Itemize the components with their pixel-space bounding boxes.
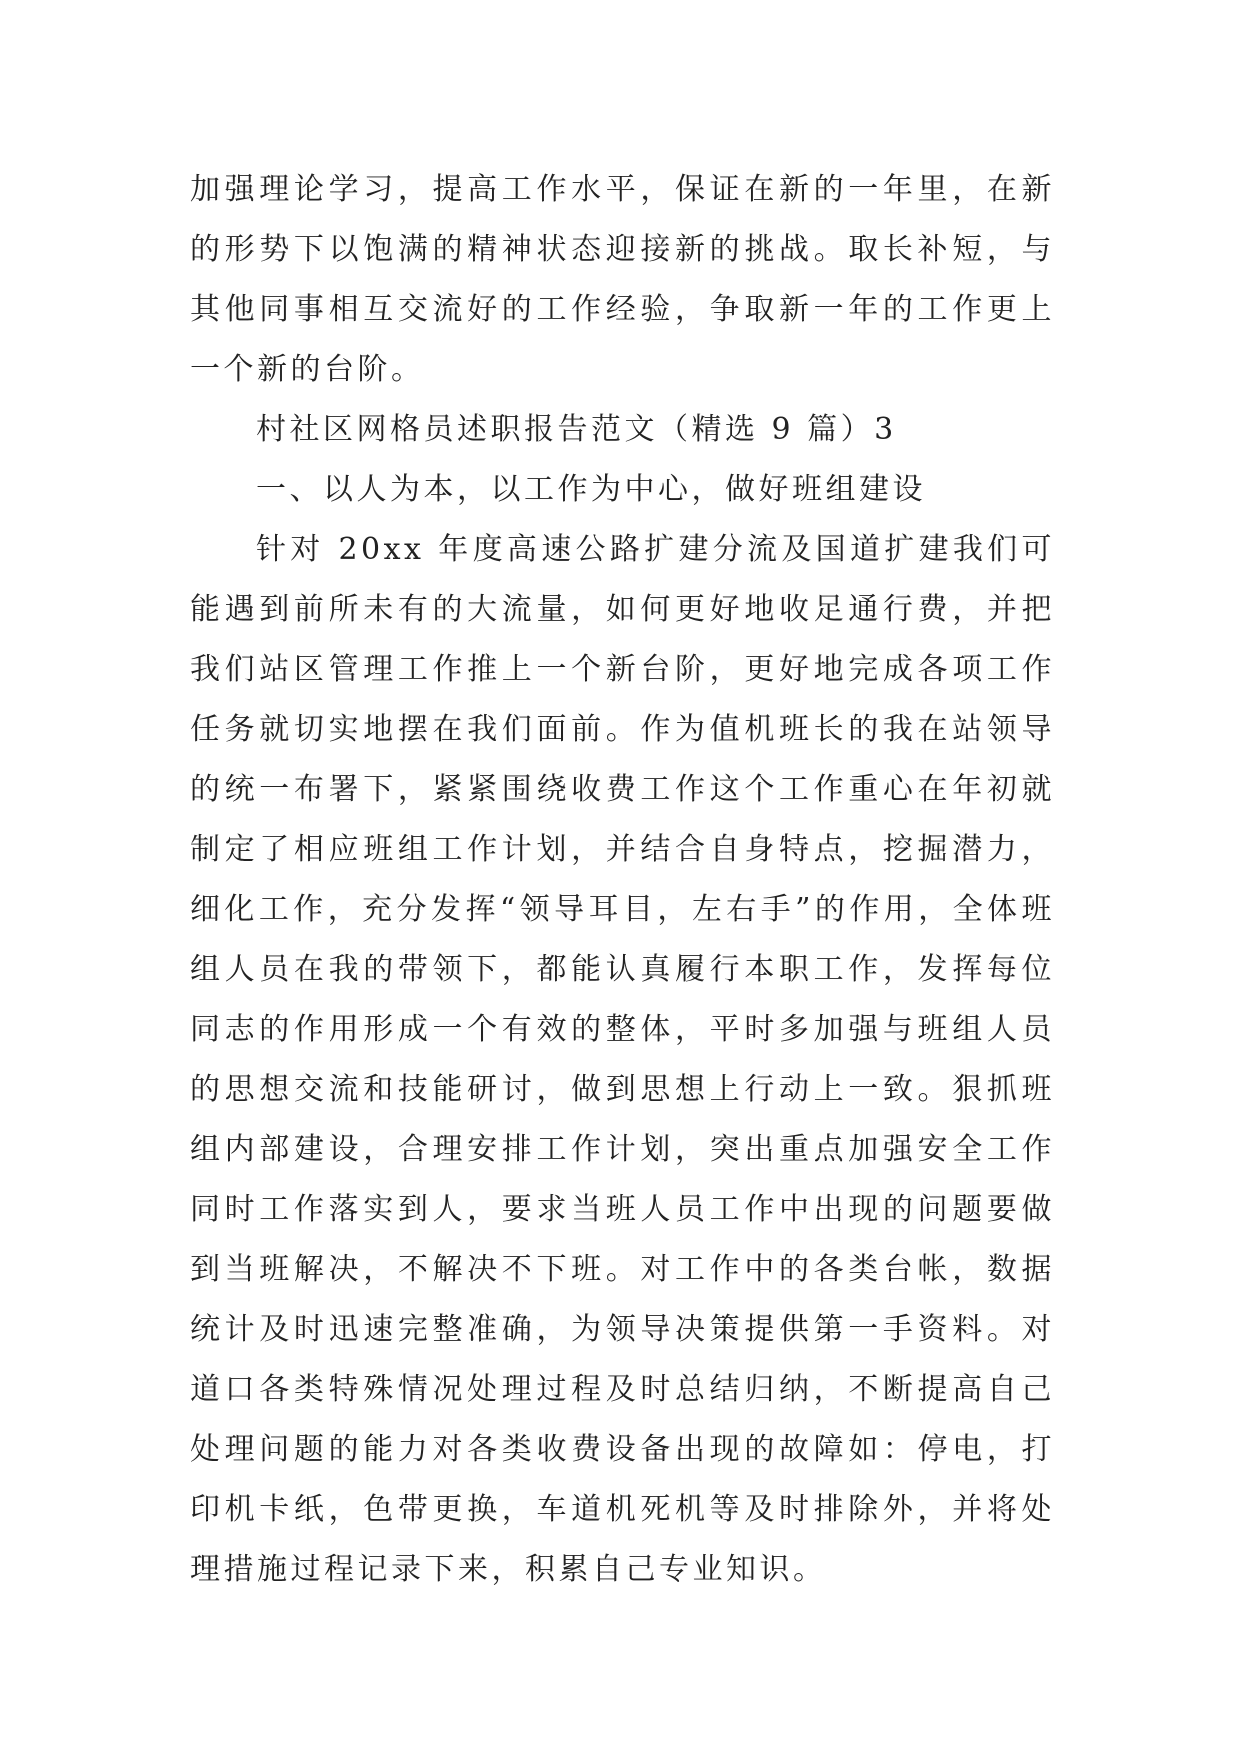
document-body	[190, 160, 1055, 1600]
body-paragraph: 针对 20xx 年度高速公路扩建分流及国道扩建我们可能遇到前所未有的大流量，如何更好地收足通行费，并把我们站区管理工作推上一个新台阶，更好地完成各项工作任务就切实地摆在我们面前。作为值机班长的我在站领导的统一布署下，紧紧围绕收费工作这个工作重心在年初就制定了相应班组工作计划，并结合自身特点，挖掘潜力，细化工作，充分发挥“领导耳目，左右手”的作用，全体班组人员在我的带领下，都能认真履行本职工作，发挥每位同志的作用形成一个有效的整体，平时多加强与班组人员的思想交流和技能研讨，做到思想上行动上一致。狠抓班组内部建设，合理安排工作计划，突出重点加强安全工作同时工作落实到人，要求当班人员工作中出现的问题要做到当班解决，不解决不下班。对工作中的各类台帐，数据统计及时迅速完整准确，为领导决策提供第一手资料。对道口各类特殊情况处理过程及时总结归纳，不断提高自己处理问题的能力对各类收费设备出现的故障如：停电，打印机卡纸，色带更换，车道机死机等及时排除外，并将处理措施过程记录下来，积累自己专业知识。	[190, 532, 1055, 1587]
subsection-heading: 一、以人为本，以工作为中心，做好班组建设	[256, 472, 926, 507]
section-heading: 村社区网格员述职报告范文（精选 9 篇）3	[256, 412, 897, 447]
paragraph-continuation: 加强理论学习，提高工作水平，保证在新的一年里，在新的形势下以饱满的精神状态迎接新的挑战。取长补短，与其他同事相互交流好的工作经验，争取新一年的工作更上一个新的台阶。	[190, 172, 1055, 387]
